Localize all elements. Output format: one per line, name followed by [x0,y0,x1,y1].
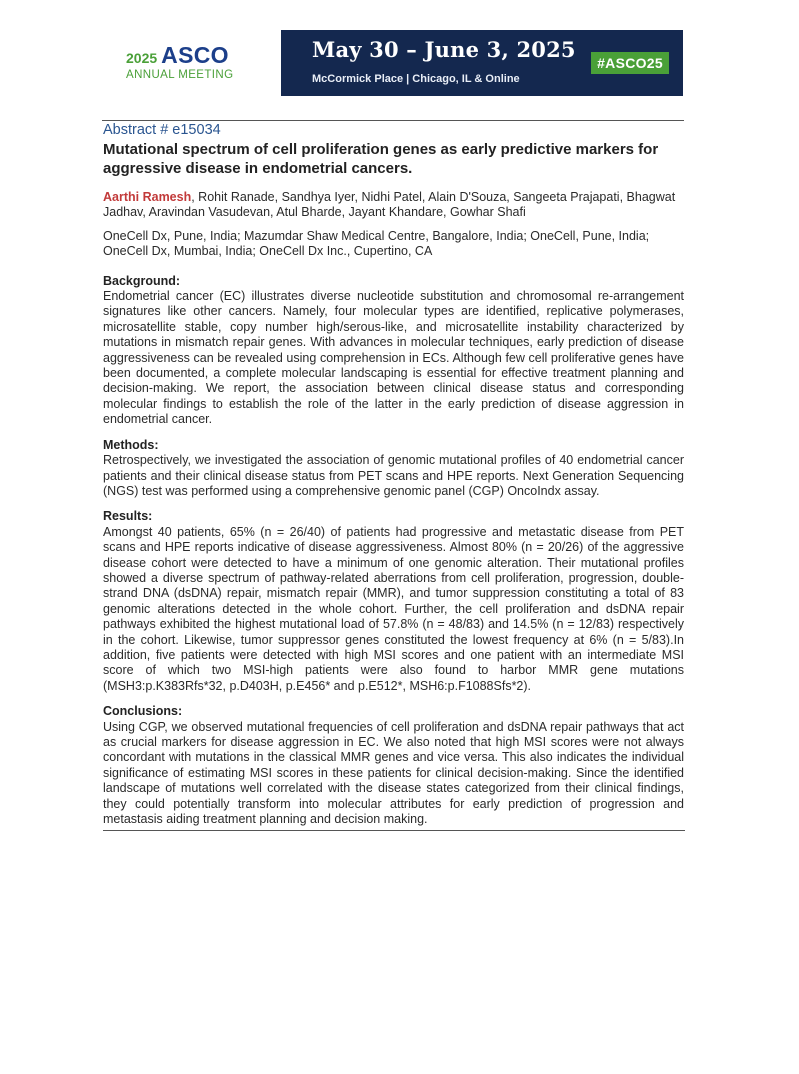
banner-hashtag: #ASCO25 [591,52,669,74]
top-divider [102,120,684,121]
affiliations: OneCell Dx, Pune, India; Mazumdar Shaw Medical Centre, Bangalore, India; OneCell, Pune, India; OneCell Dx, Mumbai, India; OneCell Dx Inc., Cupertino, CA [103,228,650,259]
conclusions-section [103,704,684,827]
results-section [103,509,684,694]
logo-name: ASCO [161,42,229,68]
conclusions-heading: Conclusions: [103,704,183,719]
bottom-divider [103,830,685,831]
methods-text: Retrospectively, we investigated the association of genomic mutational profiles of 40 endometrial cancer patients and their clinical disease status from PET scans and HPE reports. Next Generation Sequencing (NGS) test was performed using a comprehensive genomic panel (CGP) OncoIndx assay. [103,453,684,498]
logo-year: 2025 [126,50,158,66]
abstract-number: Abstract # e15034 [103,122,221,138]
background-section [103,274,684,428]
meeting-banner [281,30,683,96]
abstract-body [103,122,684,831]
background-heading: Background: [103,273,181,288]
conclusions-text: Using CGP, we observed mutational frequencies of cell proliferation and dsDNA repair pathways that act as crucial markers for disease aggression in EC. We also noted that high MSI scores were not always concordant with mutations in the classical MMR genes and vice versa. This also indicates the individual significance of estimating MSI scores in these patients for clinical decision-making. Since the identified landscape of mutations well correlated with the disease states categorized from their clinical findings, they could potentially transform into molecular attributes for early prediction of progression and metastasis aiding treatment planning and decision making. [103,719,684,827]
methods-section [103,438,684,500]
results-heading: Results: [103,509,153,524]
abstract-title: Mutational spectrum of cell proliferation genes as early predictive markers for aggressive disease in endometrial cancers. [103,141,659,177]
presenting-author: Aarthi Ramesh [103,190,192,204]
coauthors: , Rohit Ranade, Sandhya Iyer, Nidhi Patel, Alain D'Souza, Sangeeta Prajapati, Bhagwat Jadhav, Aravindan Vasudevan, Atul Bharde, Jayant Khandare, Gowhar Shafi [103,190,676,220]
asco-annual-meeting-logo [126,44,276,84]
methods-heading: Methods: [103,437,159,452]
banner-venue: McCormick Place | Chicago, IL & Online [312,73,520,85]
author-list [103,190,684,221]
banner-dates: May 30 – June 3, 2025 [312,37,576,62]
logo-subtitle: ANNUAL MEETING [126,69,234,81]
background-text: Endometrial cancer (EC) illustrates diverse nucleotide substitution and chromosomal re-arrangement signatures like other cancers. Namely, four molecular types are identified, replicative polymerases, microsatellite stable, copy number high/serous-like, and microsatellite instability characterized by mutations in mismatch repair genes. With advances in molecular techniques, early prediction of disease aggressiveness can be revealed using comprehension in ECs. Although few cell proliferative genes have been documented, a complete molecular landscaping is essential for effective treatment planning and decision-making. We report, the association between clinical disease status and corresponding molecular findings to establish the role of the latter in the early prediction of disease aggression in endometrial cancer. [103,289,684,427]
results-text: Amongst 40 patients, 65% (n = 26/40) of patients had progressive and metastatic disease from PET scans and HPE reports indicative of disease aggressiveness. Almost 80% (n = 20/26) of the aggressive disease cohort were detected to have a minimum of one genomic alteration. Their mutational profiles showed a diverse spectrum of pathway-related aberrations from cell proliferation, progression, double-strand DNA (dsDNA) repair, mismatch repair (MMR), and tumor suppression constituting a total of 83 genomic alterations detected in the whole cohort. Further, the cell proliferation and dsDNA repair pathways exhibited the highest mutational load of 57.8% (n = 48/83) and 14.5% (n = 12/83) respectively in the cohort. Likewise, tumor suppressor genes constituted the lowest frequency at 6% (n = 5/83).In addition, five patients were detected with high MSI scores and one patient with an intermediate MSI score of which two MSI-high patients were also found to harbor MMR gene mutations (MSH3:p.K383Rfs*32, p.D403H, p.E456* and p.E512*, MSH6:p.F1088Sfs*2). [103,524,684,693]
